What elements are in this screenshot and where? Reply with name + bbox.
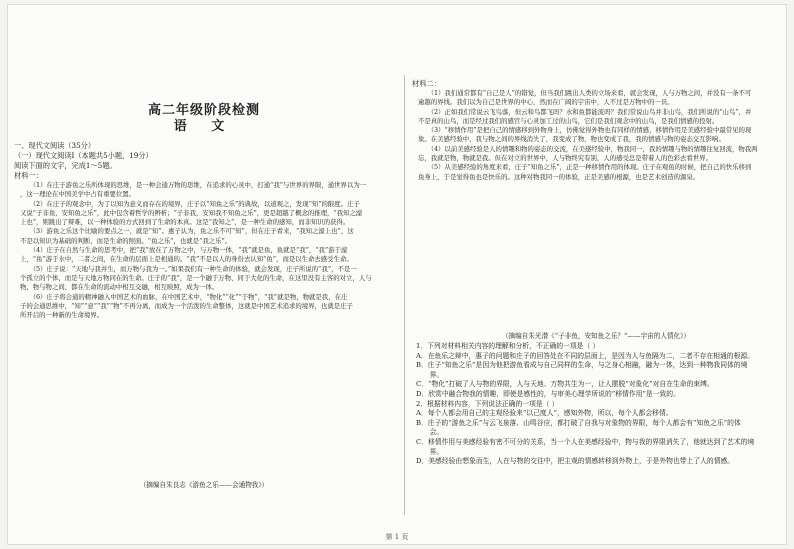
material-two-line: （4）以前美感经验是人的情趣和物的姿态的交流，在美感经验中，物我同一，我的情趣与物的情趣往复回流，物我两 [418,144,758,153]
material-two-paragraphs [418,89,778,182]
question-line: B．庄子“知鱼之乐”是因为他把游鱼看成与自己同样的生命，与之身心相融，融为一体，达到一种物我同体的境 [416,361,748,370]
material-one-line: 子的会通思维中，“知”“意”“我”“物”不再分离，而成为一个活泼的生命整体，这就是中国艺术追求的境界，也就是庄子 [20,301,353,310]
exam-page [8,5,786,544]
material-two-paragraph [418,126,778,145]
material-one-line: （3）游鱼之乐这个比喻的要点之一，就是“知”。惠子认为，鱼之乐不可“知”，但在庄子看来，“我知之濠上也”，这 [20,227,354,236]
material-two-paragraph [418,89,778,108]
material-one-paragraph [20,246,392,265]
question-option [416,352,778,362]
material-two-text [418,89,778,182]
question-line: 会。 [416,428,444,437]
question-option [416,361,778,380]
material-one-line: （1）在庄子游鱼之乐所体现的思维，是一种会通万物的思维，在追求的心灵中，打通“我”与世界的界限，通世界以为一 [20,181,367,189]
question-line: 1．下列对材料相关内容的理解和分析，不正确的一项是（ ） [416,342,600,350]
column-divider [404,75,405,515]
question-list [416,342,778,467]
material-one-line: 不是以知识为基础的判断，而是生命的照面。“鱼之乐”，也就是“我之乐”。 [20,236,232,245]
question-line: 界。 [416,447,444,456]
material-two-paragraph [418,145,778,164]
material-one-paragraph [20,200,392,228]
question-option [416,409,778,419]
material-one-line: ，这一理论在中国美学中占有重要位置。 [20,190,136,199]
questions-block [416,342,778,467]
material-two-line: （5）从美感经验的角度来看，庄子“知鱼之乐”，正是一种移情作用的体现。庄子在观鱼的时候，把自己的快乐移到 [418,163,752,172]
question-line: A．在鱼乐之辩中，惠子的问题和庄子的回答处在不同的层面上，是因为人与鱼隔为二，二者不存在相通的根源。 [416,351,754,360]
material-one-line: 个孤立的个体，而是与天地万物同在的生命。庄子的“我”，是一个融于万物、同于大化的生命，在这里没有主客的对立，人与 [20,273,372,282]
question-line: 2．根据材料内容，下列说法正确的一项是（ ） [416,399,559,408]
material-one-line: 上，“鱼”游于水中，二者之间，在生命的层面上是相通的。“我”不是以人的身份去认知“鱼”，而是以生命去感受生命。 [20,255,353,264]
material-one-paragraph [20,181,392,200]
material-one-text [20,181,392,320]
material-one-line: （5）庄子说：“天地与我并生，而万物与我为一。”如果我们有一种生命的体验，就会发现，庄子所说的“我”，不是一 [20,264,357,273]
question-option [416,390,778,400]
page-number: 第 1 页 [385,533,409,541]
material-two-line: （2）正如我们常说云飞鸟落，但云和鸟都飞吗？水和鱼都能流吗？我们常说山鸟并非山鸟，我们所说的“山鸟”，并 [418,107,752,116]
question-stem [416,342,778,352]
material-one-paragraphs [20,181,392,320]
material-one-paragraph [20,265,392,293]
material-two-line: 象。在美感经验中，我与物之间的界线消失了，我变成了物，物也变成了我，我的情感与物的姿态交互影响。 [418,135,725,144]
material-one-line: 物、物与物之间，都在生命的流动中相互交融，相互映照，成为一体。 [20,283,219,292]
material-one-line: （4）庄子在自然与生命的思考中，把“我”放在了万物之中，与万物一体，“我”就是鱼，鱼就是“我”，“我”游于濠 [20,246,348,255]
material-two-paragraph [418,108,778,127]
question-line: D．美感经验由想象而生，人在与物的交往中，把主观的情感转移到外物上，于是外物也带上了人的情感。 [416,457,735,466]
material-one-paragraph [20,293,392,321]
question-line: 界。 [416,370,444,379]
question-option [416,438,778,457]
material-two-line: （3）“移情作用”是把自己的情感移到外物身上，仿佛觉得外物也有同样的情感，移情作用是美感经验中最常见的现 [418,126,752,135]
question-stem [416,400,778,410]
material-two-label: 材料二： [412,79,441,88]
material-one-line: 上也”，则跳出了辩难，以一种体验的方式回到了生命的本真。这是“我知之”，是一种生命的感知，而非知识的获得。 [20,218,350,227]
material-one-line: 所开启的一种新的生命境界。 [20,311,104,320]
material-two-source: （摘编自朱光潜《“子非鱼，安知鱼之乐？”——宇宙的人情化》） [501,332,691,340]
subsection-heading: （一）现代文阅读Ⅰ（本题共5小题，19分） [14,151,153,160]
material-one-line: （6）庄子将会通的精神融入中国艺术的血脉，在中国艺术中，“物化”“化”“于物”，“我”就是物，物就是我，在庄 [20,292,348,301]
subject-title: 语 文 [173,119,235,134]
question-option [416,457,778,467]
question-line: C．移情作用与美感经验有密不可分的关系，当一个人在美感经验中，物与我的界限消失了，他就达到了艺术的境 [416,437,755,446]
material-one-line: 又说“子非鱼，安知鱼之乐”，此中包含着哲学的辨析；“子非我，安知我不知鱼之乐”，更是超越了概念的推理，“我知之濠 [20,208,363,217]
material-two-paragraph [418,163,778,182]
material-one-paragraph [20,227,392,246]
exam-title: 高二年级阶段检测 [147,103,260,118]
reading-instruction: 阅读下面的文字，完成1～5题。 [14,161,117,170]
question-option [416,380,778,390]
question-line: A．每个人都会用自己的主观经验来“以己度人”，感知外物，所以，每个人都会移情。 [416,409,673,418]
section-heading: 一、现代文阅读（35分） [14,141,96,150]
material-one-line: （2）在庄子的观念中，为了以知为意义而存在的境界，庄子以“知鱼之乐”的典故，以道观之，发现“知”的限度。庄子 [20,199,360,208]
question-line: C．“物化”打破了人与物的界限，人与天地、万物共生为一，让人摆脱“对象化”对自在生命的束缚。 [416,380,714,389]
material-two-line: 不是真的山鸟，而是经过我们的感官与心灵加工过的山鸟，它们是我们观念中的山鸟，是我们情感的投射。 [418,116,719,125]
question-line: B．庄子的“游鱼之乐”与云飞泉落、山鸣谷应，都打破了自我与对象物的界限，每个人都会有“知鱼之乐”的体 [416,418,741,427]
question-option [416,419,778,438]
material-two-line: 逾越的界线。我们以为自己是世界的中心，然而在广阔的宇宙中，人不过是万物中的一员。 [418,98,674,107]
material-two-line: 鱼身上，于是觉得鱼也是快乐的。这种对物我同一的体验，正是美感的根源，也是艺术创造的源泉。 [418,172,700,181]
material-two-line: （1）我们通常都有“自己是人”的错觉，但当我们跳出人类的立场来看，就会发现，人与万物之间，并没有一条不可 [418,89,752,97]
material-one-label: 材料一： [14,171,43,180]
question-line: D．欣赏中融合物我的情趣，即使是感性的，与审美心理学所说的“移情作用”是一致的。 [416,389,680,398]
material-two-line: 忘，我就是物，物就是我。但在对立的世界中，人与物终究有别，人的感受总是带着人的色彩去看世界。 [418,154,712,163]
material-one-source: （摘编自朱良志《游鱼之乐——会通物我》） [139,481,269,489]
